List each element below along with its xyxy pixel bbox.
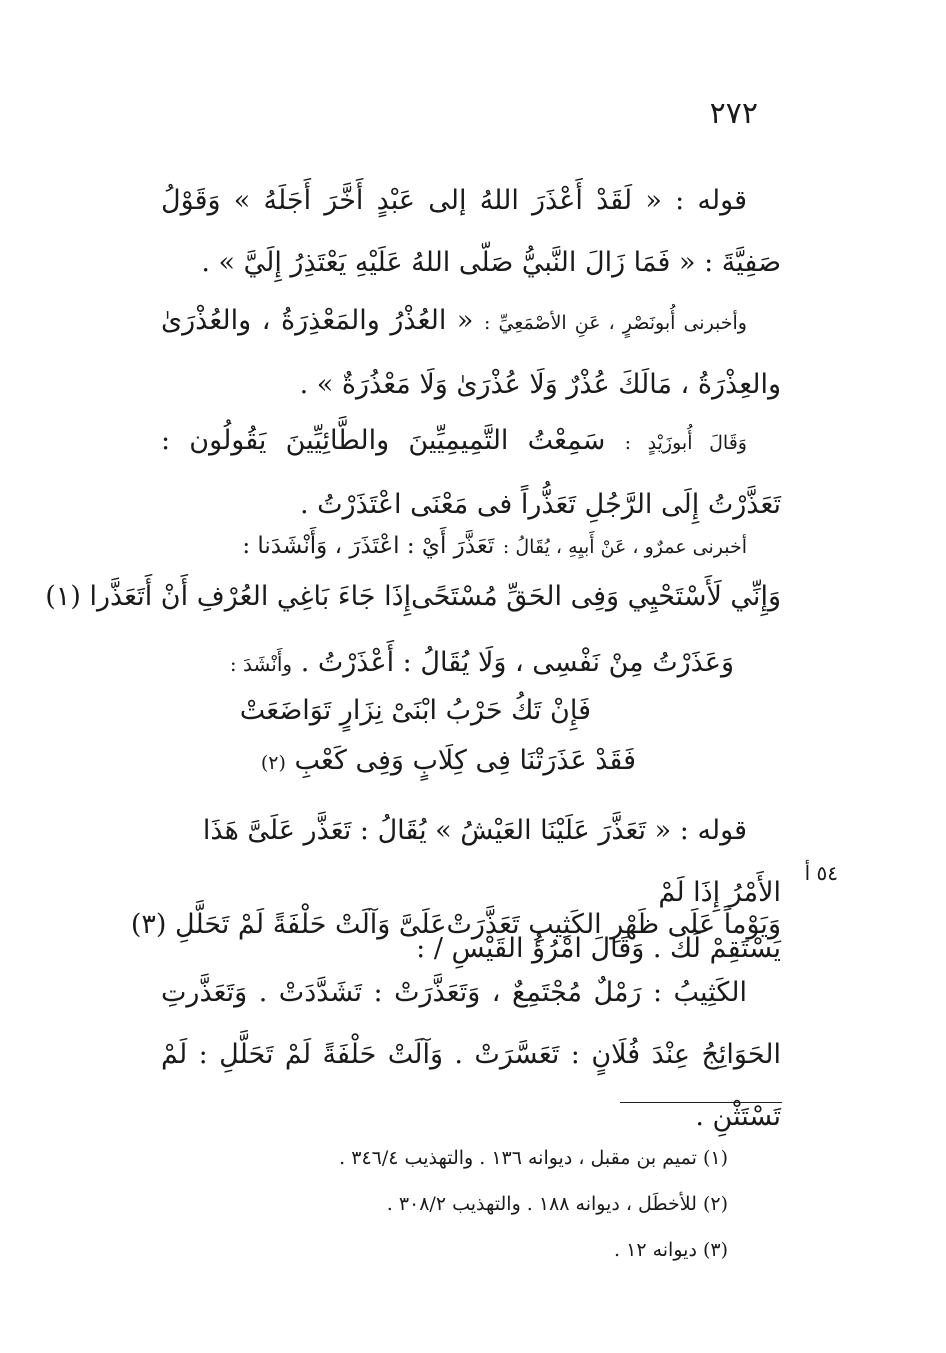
footnote-ref-2: (٢) [260,752,286,774]
line-adhartu [230,638,734,689]
paragraph-2-text: « العُذْرُ والمَعْذِرَةُ ، والعُذْرَىٰ والعِذْرَةُ ، مَالَكَ عُذْرٌ وَلَا عُذْرَىٰ وَلَا مَعْذُرَةٌ » . [161,305,781,400]
verse-3 [130,900,781,950]
verse-1-first-hemistich: وَإِنِّي لَأَسْتَحْيِي وَفِى الحَقِّ مُسْتَحًى [411,581,781,612]
verse-2-line-2-text: فَقَدْ عَذَرَتْنَا فِى كِلَابٍ وَفِى كَعْبِ [294,745,636,776]
verse-3-second-hemistich: عَلَىَّ وَآلَتْ حَلْفَةً لَمْ تَحَلَّلِ [175,909,447,940]
paragraph-4 [161,522,781,570]
footnotes [208,1135,728,1273]
paragraph-1-text: قوله : « لَقَدْ أَعْذَرَ اللهُ إلى عَبْدٍ أَخَّرَ أَجَلَهُ » وَقَوْلُ صَفِيَّةَ : « فَمَا زَالَ النَّبيُّ صَلّى اللهُ عَلَيْهِ يَعْتَذِرُ إِلَيَّ » . [161,185,781,278]
verse-2-line-2 [261,736,636,788]
verse-3-first-hemistich: وَيَوْماً عَلَى ظَهْرِ الكَثِيبِ تَعَذَّرَتْ [446,909,781,940]
paragraph-3-text: سَمِعْتُ التَّمِيمِيِّينَ والطَّائِيِّينَ يَقُولُون : تَعَذَّرْتُ إِلَى الرَّجُلِ تَعَذُّراً فى مَعْنَى اعْتَذَرْتُ . [161,425,781,520]
page-number: ٢٧٢ [709,96,758,131]
margin-note: ٥٤ أ [804,861,838,885]
paragraph-6 [161,962,781,1148]
paragraph-3-lead: وَقَالَ أُبوزَيْدٍ : [624,432,747,454]
paragraph-2 [161,290,781,416]
verse-3-second-hemistich-wrap [131,900,447,950]
footnote-2: (٢) للأخطَل ، ديوانه ١٨٨ . والتهذيب ٣٠٨/٢ . [386,1193,728,1215]
footnote-divider [620,1102,782,1103]
verse-1 [45,572,781,622]
paragraph-4-text: تَعَذَّرَ أَيْ : اعْتَذَرَ ، وَأَنْشَدَنا : [242,533,495,559]
paragraph-2-lead: وأخبرنى أُبونَصْرٍ ، عَنِ الأصْمَعِيِّ : [484,312,747,334]
line-adhartu-tail: وأَنْشَدَ : [229,652,293,676]
footnote-3: (٣) ديوانه ١٢ . [614,1239,728,1261]
verse-1-second-hemistich-wrap [45,572,411,622]
footnote-ref-3: (٣) [130,909,167,940]
verse-2-line-1: فَإِنْ تَكُ حَرْبُ ابْنَىْ نِزَارٍ تَوَاضَعَتْ [239,695,591,726]
footnote-ref-1: (١) [45,581,81,612]
verse-1-second-hemistich: إِذَا جَاءَ بَاغِي العُرْفِ أَنْ أَتَعَذَّرا [89,581,412,612]
line-adhartu-text: وَعَذَرْتُ مِنْ نَفْسِى ، وَلَا يُقَالُ : أَعْذَرْتُ . [300,647,734,678]
paragraph-3 [161,410,781,536]
paragraph-5-line-1: قوله : « تَعَذَّرَ عَلَيْنَا العَيْشُ » يُقَالُ : تَعَذَّر عَلَىَّ هَذَا الأَمْرُ إِذَا لَمْ [202,815,781,908]
paragraph-5-line-2: يَسْتَقِمْ لَكَ . وَقَالَ امْرُؤُ القَيْسِ / : [416,933,781,964]
paragraph-4-lead: أخبرنى عمرٌو ، عَنْ أَبيِهِ ، يُقَالُ : [502,536,747,558]
footnote-1: (١) تميم بن مقبل ، ديوانه ١٣٦ . والتهذيب ٣٤٦/٤ . [339,1147,728,1169]
paragraph-6-text: الكَثِيبُ : رَمْلٌ مُجْتَمِعٌ ، وَتَعَذَّرَتْ : تَشَدَّدَتْ . وَتَعَذَّرتِ الحَوَائِجُ عِنْدَ فُلَانٍ : تَعَسَّرَتْ . وَآلَتْ حَلْفَةً لَمْ تَحَلَّلِ : لَمْ تَسْتَثْنِ . [161,977,781,1132]
paragraph-1 [161,170,781,294]
